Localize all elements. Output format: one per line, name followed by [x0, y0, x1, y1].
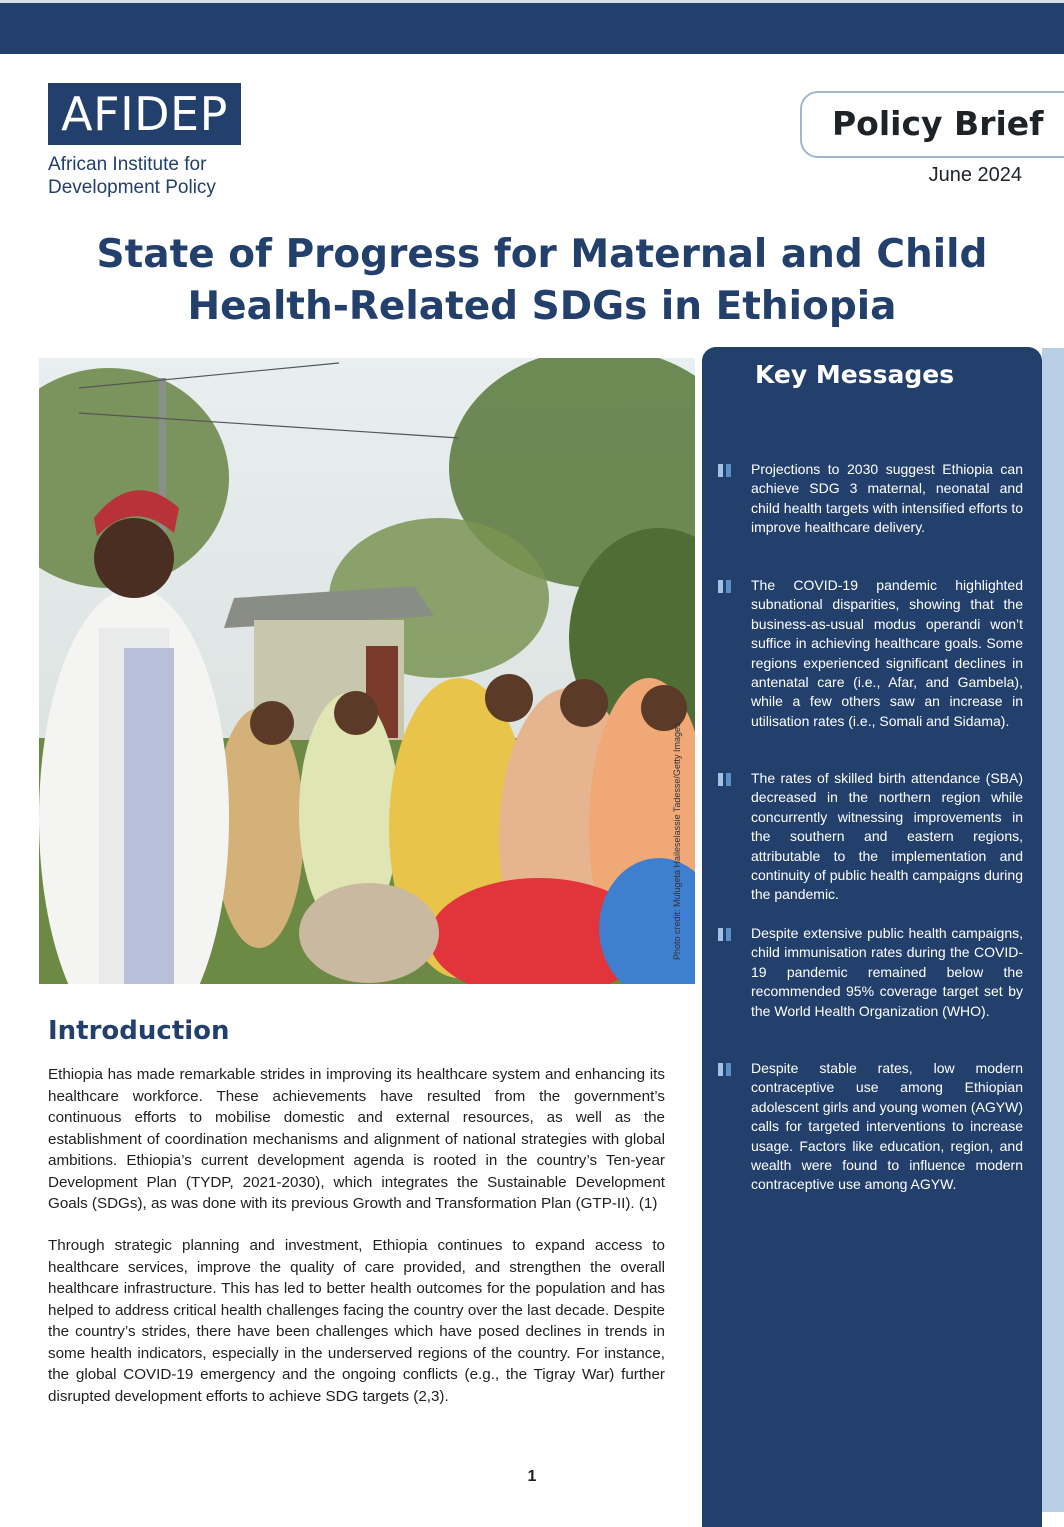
- bullet-icon: [718, 773, 734, 786]
- afidep-logo: [48, 83, 241, 145]
- intro-paragraph-1: Ethiopia has made remarkable strides in improving its healthcare system and enhancing its healthcare workforce. These achievements have resulted from the government’s continuous efforts to mobilise domestic and external resources, as well as the establishment of coordination mechanisms and alignment of national strategies with global ambitions. Ethiopia’s current development agenda is rooted in the country’s Ten-year Development Plan (TYDP, 2021-2030), which integrates the Sustainable Development Goals (SDGs), as was done with its previous Growth and Transformation Plan (GTP-II). (1): [48, 1066, 665, 1212]
- key-message-text: The rates of skilled birth attendance (SBA) decreased in the northern region while concurrently witnessing improvements in the southern and eastern regions, attributable to the implementation and continuity of public health campaigns during the pandemic.: [751, 770, 1023, 903]
- introduction-heading: Introduction: [48, 1016, 230, 1046]
- intro-paragraph-2: Through strategic planning and investment, Ethiopia continues to expand access to healthcare services, improve the quality of care provided, and strengthen the overall healthcare infrastructure. This has led to better health outcomes for the population and has helped to address critical health challenges facing the country over the last decade. Despite the country’s strides, there have been challenges which have posed declines in trends in some health indicators, especially in the underserved regions of the country. For instance, the global COVID-19 emergency and the ongoing conflicts (e.g., the Tigray War) further disrupted development efforts to achieve SDG targets (2,3).: [48, 1237, 665, 1405]
- key-message-item: [718, 769, 1023, 905]
- key-message-text: Projections to 2030 suggest Ethiopia can achieve SDG 3 maternal, neonatal and child health targets with intensified efforts to improve healthcare delivery.: [751, 461, 1023, 536]
- key-messages-heading: Key Messages: [755, 360, 955, 389]
- logo-text: AFIDEP: [61, 87, 228, 141]
- key-message-item: [718, 576, 1023, 731]
- key-message-text: Despite extensive public health campaigns, child immunisation rates during the COVID-19 pandemic remained below the recommended 95% coverage target set by the World Health Organization (WHO).: [751, 925, 1023, 1019]
- key-message-item: [718, 1059, 1023, 1195]
- key-message-item: [718, 460, 1023, 538]
- logo-subtitle: African Institute for Development Policy: [48, 154, 216, 198]
- bullet-icon: [718, 464, 734, 477]
- bullet-icon: [718, 580, 734, 593]
- bullet-icon: [718, 928, 734, 941]
- key-message-text: The COVID-19 pandemic highlighted subnational disparities, showing that the business-as-usual modus operandi won’t suffice in achieving healthcare goals. Some regions experienced significant declines in antenatal care (i.e., Afar, and Gambela), while a few others saw an increase in utilisation rates (i.e., Somali and Sidama).: [751, 577, 1023, 729]
- key-message-item: [718, 924, 1023, 1021]
- page-title: State of Progress for Maternal and Child Health-Related SDGs in Ethiopia: [96, 232, 988, 329]
- page-number: 1: [527, 1468, 537, 1485]
- bullet-icon: [718, 1063, 734, 1076]
- cover-photo-illustration: [39, 358, 695, 984]
- top-banner: [0, 0, 1064, 54]
- panel-edge-stripe: [1042, 348, 1064, 1512]
- key-message-text: Despite stable rates, low modern contraceptive use among Ethiopian adolescent girls and young women (AGYW) calls for targeted interventions to increase usage. Factors like education, region, and wealth were found to influence modern contraceptive use among AGYW.: [751, 1060, 1023, 1193]
- photo-credit: Photo credit: Mulugeta Haileselassie Tadesse/Getty Images: [672, 722, 682, 960]
- cover-photo: [39, 358, 695, 984]
- doc-type-label: Policy Brief: [832, 104, 1044, 143]
- publication-date: June 2024: [928, 164, 1022, 186]
